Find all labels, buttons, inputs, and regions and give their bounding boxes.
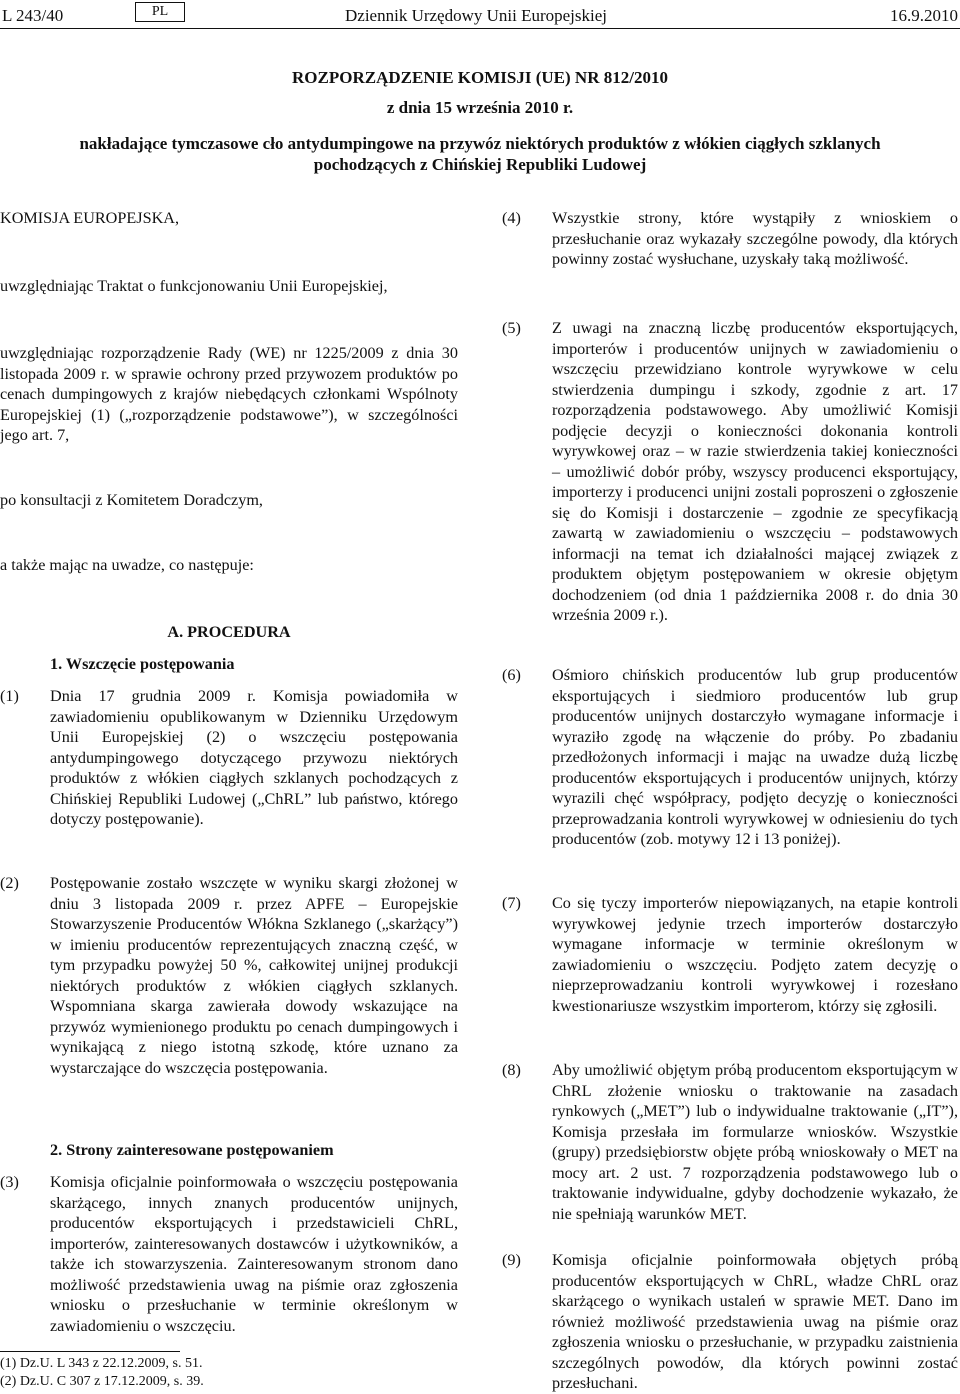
recital-text: Komisja oficjalnie poinformowała o wszczęciu postępowania skarżącego, innych znanych producentów unijnych, producentów eksportujących i przedstawicieli ChRL, importerów, zainteresowanych dostawców i użytkowników, a także ich stowarzyszenia. Zainteresowanym stronom dano możliwość przedstawienia uwag na piśmie oraz zgłoszenia wniosku o przesłuchanie w terminie określonym w zawiadomieniu o wszczęciu.: [50, 1173, 458, 1335]
footnote-divider: [0, 1351, 180, 1352]
recital-number: (1): [0, 687, 19, 705]
recital-6: [502, 665, 958, 850]
recital-number: (7): [502, 894, 521, 912]
footnote-2: (2) Dz.U. C 307 z 17.12.2009, s. 39.: [0, 1374, 204, 1389]
header-divider: [0, 28, 960, 29]
recital-text: Wszystkie strony, które wystąpiły z wnioskiem o przesłuchanie oraz wykazały szczególne powody, dla których powinny zostać wysłuchane, uzyskały taką możliwość.: [552, 209, 958, 268]
having-regard-regulation: uwzględniając rozporządzenie Rady (WE) nr 1225/2009 z dnia 30 listopada 2009 r. w sprawie ochrony przed przywozem produktów po cenach dumpingowych z krajów niebędących członkami Wspólnoty Europejskiej (1) („rozporządzenie podstawowe”), w szczególności jego art. 7,: [0, 344, 458, 444]
subheading-initiation: 1. Wszczęcie postępowania: [50, 655, 235, 673]
recital-number: (4): [502, 209, 521, 227]
regulation-title: ROZPORZĄDZENIE KOMISJI (UE) NR 812/2010: [292, 68, 668, 87]
commission-line: KOMISJA EUROPEJSKA,: [0, 209, 179, 227]
recital-3: [0, 1172, 458, 1336]
page-number: L 243/40: [2, 6, 64, 25]
recital-text: Aby umożliwić objętym próbą producentom eksportującym w ChRL złożenie wniosku o traktowanie na zasadach rynkowych („MET”) lub o indywidualne traktowanie („IT”), Komisja przesłała im formularze wniosków. Wszystkie (grupy) przedsiębiorstw objęte próbą wnioskowały o MET na mocy art. 2 ust. 7 rozporządzenia podstawowego lub o traktowanie indywidualne, gdyby dochodzenie wykazało, że nie spełniają warunków MET.: [552, 1061, 958, 1223]
recital-number: (5): [502, 319, 521, 337]
recital-number: (6): [502, 666, 521, 684]
section-heading-a: A. PROCEDURA: [167, 623, 291, 641]
recital-text: Dnia 17 grudnia 2009 r. Komisja powiadomiła w zawiadomieniu opublikowanym w Dzienniku Urzędowym Unii Europejskiej (2) o wszczęciu postępowania antydumpingowego dotyczącego przywozu niektórych produktów z włókien ciągłych szklanych pochodzących z Chińskiej Republiki Ludowej („ChRL” lub państwo, którego dotyczy postępowanie).: [50, 687, 458, 828]
page-header: [0, 0, 960, 30]
recital-9: [502, 1250, 958, 1394]
footnote-1: (1) Dz.U. L 343 z 22.12.2009, s. 51.: [0, 1356, 203, 1371]
publication-date: 16.9.2010: [890, 6, 958, 25]
recital-2: [0, 873, 458, 1078]
language-badge: PL: [135, 2, 185, 22]
whereas-line: a także mając na uwadze, co następuje:: [0, 556, 254, 574]
after-consulting: po konsultacji z Komitetem Doradczym,: [0, 491, 263, 509]
having-regard-treaty: uwzględniając Traktat o funkcjonowaniu Unii Europejskiej,: [0, 277, 388, 295]
regulation-subject: nakładające tymczasowe cło antydumpingowe na przywóz niektórych produktów z włókien ciągłych szklanych pochodzących z Chińskiej Republiki Ludowej: [79, 134, 881, 174]
recital-text: Co się tyczy importerów niepowiązanych, na etapie kontroli wyrywkowej jedynie trzech importerów dostarczyło wymagane informacje w terminie określonym w zawiadomieniu o wszczęciu. Podjęto zatem decyzję o nieprzeprowadzaniu kontroli wyrywkowej i rozesłano kwestionariusze wszystkim importerom, którzy się zgłosili.: [552, 894, 958, 1015]
recital-8: [502, 1060, 958, 1224]
recital-text: Ośmioro chińskich producentów lub grup producentów eksportujących i siedmioro producentów lub grup producentów unijnych dostarczyło wymagane informacje i wyraziło zgodę na włączenie do próby. Po zbadaniu przedłożonych informacji i mając na uwadze dużą liczbę producentów eksportujących i producentów unijnych, którzy wyrazili chęć współpracy, podjęto decyzję o konieczności przeprowadzania kontroli wyrywkowej w odniesieniu do tych producentów (zob. motywy 12 i 13 poniżej).: [552, 666, 958, 848]
recital-number: (2): [0, 874, 19, 892]
recital-number: (8): [502, 1061, 521, 1079]
recital-text: Z uwagi na znaczną liczbę producentów eksportujących, importerów i producentów unijnych w zawiadomieniu o wszczęciu przewidziano kontrole wyrywkowe w celu stwierdzenia dumpingu i szkody, zgodnie z art. 17 rozporządzenia podstawowego. Aby umożliwić Komisji podjęcie decyzji o konieczności dokonania kontroli wyrywkowej oraz – w razie stwierdzenia takiej konieczności – umożliwić dobór próby, wszyscy producenci eksportujący, importerzy i producenci unijni zostali poproszeni o zgłoszenie się do Komisji i dostarczenie – zgodnie ze specyfikacją zawartą w zawiadomieniu o wszczęciu – podstawowych informacji na temat ich działalności mającej związek z produktem objętym postępowaniem w okresie objętym dochodzeniem (od dnia 1 października 2008 r. do dnia 30 września 2009 r.).: [552, 319, 958, 624]
journal-name: Dziennik Urzędowy Unii Europejskiej: [345, 6, 608, 25]
recital-4: [502, 208, 958, 270]
recital-number: (9): [502, 1251, 521, 1269]
recital-5: [502, 318, 958, 626]
recital-text: Postępowanie zostało wszczęte w wyniku skargi złożonej w dniu 3 listopada 2009 r. przez APFE – Europejskie Stowarzyszenie Producentów Włókna Szklanego („skarżący”) w imieniu producentów reprezentujących znaczną część, w tym przypadku powyżej 50 %, całkowitej unijnej produkcji niektórych produktów z włókien ciągłych szklanych. Wspomniana skarga zawierała dowody wskazujące na przywóz wymienionego produktu po cenach dumpingowych i wynikającą z niego istotną szkodę, które uznano za wystarczające do wszczęcia postępowania.: [50, 874, 458, 1077]
recital-7: [502, 893, 958, 1016]
recital-number: (3): [0, 1173, 19, 1191]
subheading-interested-parties: 2. Strony zainteresowane postępowaniem: [50, 1141, 334, 1159]
regulation-date: z dnia 15 września 2010 r.: [386, 98, 574, 117]
recital-1: [0, 686, 458, 830]
recital-text: Komisja oficjalnie poinformowała objętych próbą producentów eksportujących w ChRL, władze ChRL oraz skarżącego o wynikach ustaleń w sprawie MET. Dano im również możliwość przedstawienia uwag na piśmie oraz zgłoszenia wniosku o przesłuchanie, w przypadku zaistnienia szczególnych powodów, dla których powinni zostać przesłuchani.: [552, 1251, 958, 1392]
